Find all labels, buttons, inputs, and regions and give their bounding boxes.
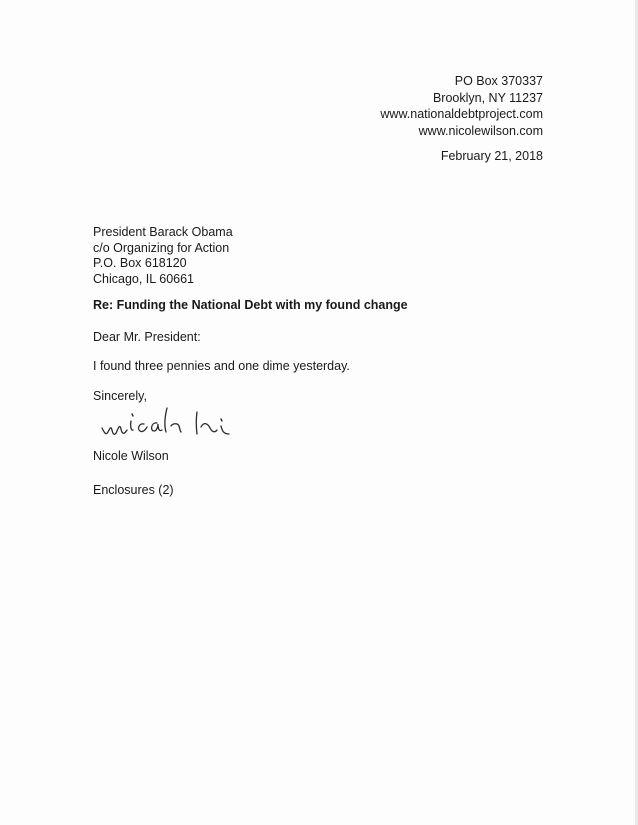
recipient-po-box: P.O. Box 618120: [93, 256, 187, 270]
recipient-city-state: Chicago, IL 60661: [93, 271, 195, 286]
sender-website-project: www.nationaldebtproject.com: [380, 107, 543, 121]
handwritten-signature: [100, 406, 240, 442]
recipient-care-of: c/o Organizing for Action: [93, 240, 230, 255]
letter-date: February 21, 2018: [440, 149, 543, 163]
letter-body: I found three pennies and one dime yesterday.: [93, 359, 350, 373]
recipient-name: President Barack Obama: [93, 225, 233, 239]
subject-line: Re: Funding the National Debt with my found change: [93, 298, 408, 312]
salutation: Dear Mr. President:: [93, 330, 201, 344]
sender-address-block: [380, 73, 543, 139]
signer-name: Nicole Wilson: [93, 449, 169, 463]
closing: Sincerely,: [93, 389, 147, 403]
sender-po-box: PO Box 370337: [454, 74, 543, 88]
recipient-address-block: [93, 225, 233, 287]
sender-city-state: Brooklyn, NY 11237: [432, 90, 543, 105]
enclosures-note: Enclosures (2): [93, 483, 174, 497]
sender-website-personal: www.nicolewilson.com: [418, 123, 543, 138]
